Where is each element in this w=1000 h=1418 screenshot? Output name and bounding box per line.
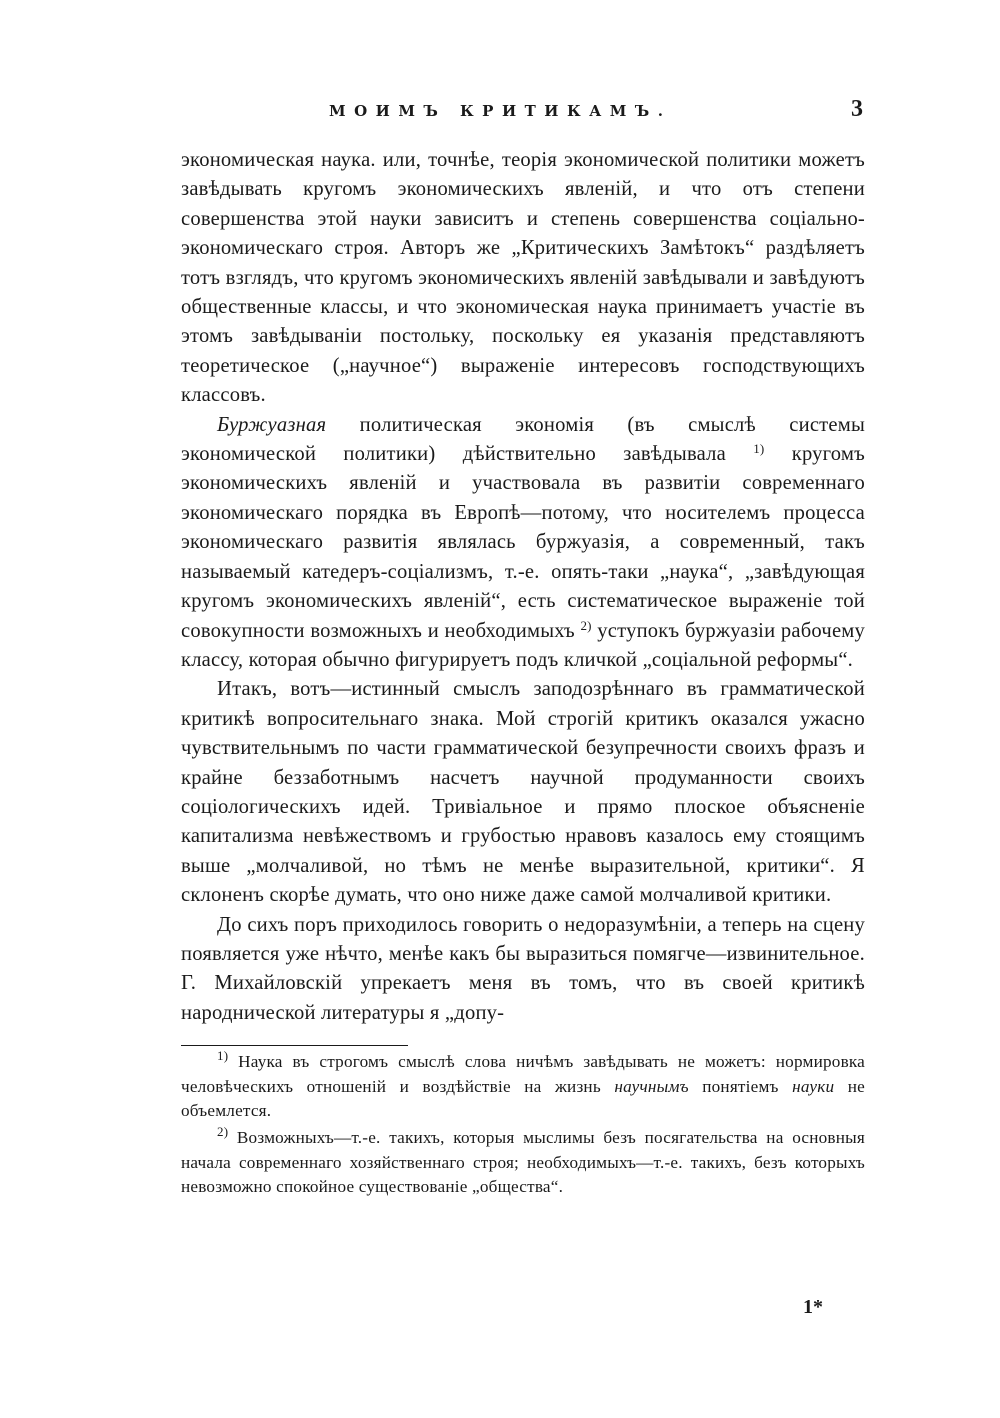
paragraph-2-text-c: уступокъ буржуазіи рабочему классу, которая обычно фигурируетъ подъ кличкой „соціальной реформы“. bbox=[181, 619, 866, 671]
footnote-ref-2[interactable]: 2) bbox=[580, 617, 592, 633]
footnote-1-italic-1: научнымъ bbox=[614, 1076, 689, 1096]
footnotes bbox=[181, 1050, 865, 1200]
footnote-ref-1[interactable]: 1) bbox=[753, 441, 765, 457]
footnote-1-italic-2: науки bbox=[792, 1076, 835, 1096]
italic-term: Буржуазная bbox=[217, 413, 327, 436]
footnote-1-text-c: не объемлется. bbox=[181, 1076, 865, 1121]
footnote-2 bbox=[181, 1123, 865, 1200]
paragraph-1: экономическая наука. или, точнѣе, теорія экономической политики можетъ завѣдывать кругомъ экономическихъ явленій, и что отъ степени совершенства этой науки зависитъ и степень совершенства соціально-экономическаго строя. Авторъ же „Критическихъ Замѣтокъ“ раздѣляетъ тотъ взглядъ, что кругомъ экономическихъ явленій завѣдывали и завѣдуютъ общественные классы, и что экономическая наука принимаетъ участіе въ этомъ завѣдываніи постольку, поскольку ея указанія представляютъ теоретическое („научное“) выраженіе интересовъ господствующихъ классовъ. bbox=[181, 149, 865, 407]
paragraph-4: До сихъ поръ приходилось говорить о недоразумѣніи, а теперь на сцену появляется уже нѣчто, менѣе какъ бы выразиться помягче—извинительное. Г. Михайловскій упрекаетъ меня въ томъ, что въ своей критикѣ народнической литературы я „допу- bbox=[181, 913, 865, 1024]
paragraph-2 bbox=[181, 411, 865, 676]
footnote-2-text: Возможныхъ—т.-е. такихъ, которыя мыслимы безъ посягательства на основныя начала современнаго хозяйственнаго строя; необходимыхъ—т.-е. такихъ, безъ которыхъ невозможно спокойное существованіе „общества“. bbox=[181, 1127, 865, 1197]
footnote-divider bbox=[181, 1045, 408, 1046]
footnote-1-text-a: Наука въ строгомъ смыслѣ слова ничѣмъ завѣдывать не можетъ: нормировка человѣческихъ отношеній и воздѣйствіе на жизнь bbox=[181, 1052, 865, 1096]
footnote-1 bbox=[181, 1050, 865, 1124]
paragraph-3: Итакъ, вотъ—истинный смыслъ заподозрѣннаго въ грамматической критикѣ вопросительнаго знака. Мой строгій критикъ оказался ужасно чувствительнымъ по части грамматической безупречности своихъ фразъ и крайне беззаботнымъ насчетъ научной продуманности своихъ соціологическихъ идей. Тривіальное и прямо плоское объясненіе капитализма невѣжествомъ и грубостью нравовъ казалось ему стоящимъ выше „молчаливой, но тѣмъ не менѣе выразительной, критики“. Я склоненъ скорѣе думать, что оно ниже даже самой молчаливой критики. bbox=[181, 678, 865, 907]
running-title: МОИМЪ КРИТИКАМЪ. bbox=[329, 102, 672, 120]
running-head bbox=[181, 96, 865, 130]
paragraph-2-text-a: политическая экономія (въ смыслѣ системы экономической политики) дѣйствительно завѣдывала bbox=[181, 413, 865, 466]
footnote-1-text-b: понятіемъ bbox=[688, 1076, 793, 1096]
book-page bbox=[181, 96, 865, 1200]
signature-mark: 1* bbox=[803, 1296, 823, 1318]
main-text bbox=[181, 146, 865, 1028]
page-number: 3 bbox=[851, 96, 863, 122]
footnote-1-mark: 1) bbox=[217, 1048, 229, 1064]
footnote-2-mark: 2) bbox=[217, 1123, 229, 1139]
paragraph-2-text-b: кругомъ экономическихъ явленій и участвовала въ развитіи современнаго экономическаго порядка въ Европѣ—потому, что носителемъ процесса экономическаго развитія являлась буржуазія, а современный, такъ называемый катедеръ-соціализмъ, т.-е. опять-таки „наука“, „завѣдующая кругомъ экономическихъ явленій“, есть систематическое выраженіе той совокупности возможныхъ и необходимыхъ bbox=[181, 443, 865, 642]
